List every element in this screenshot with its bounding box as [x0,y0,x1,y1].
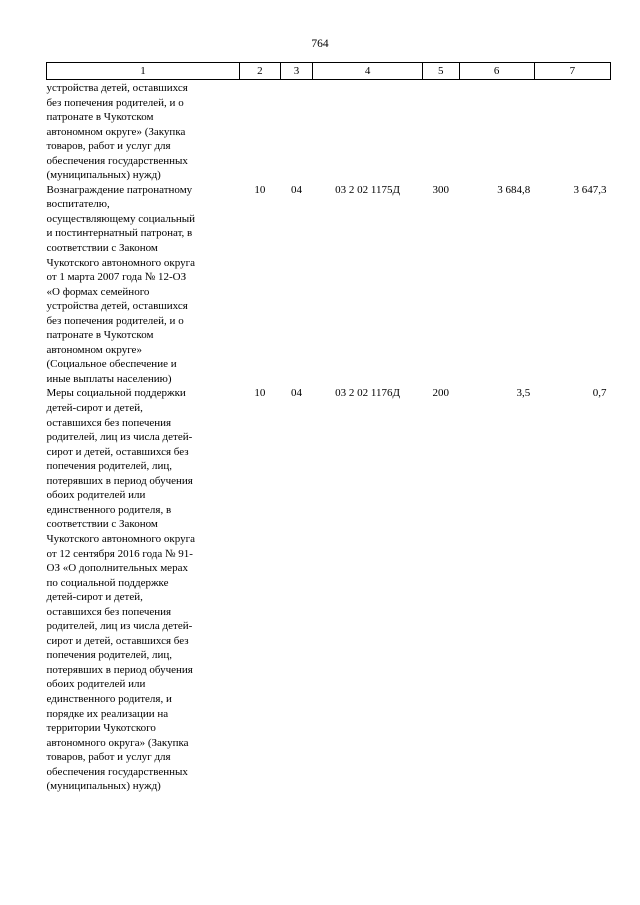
column-header-3: 3 [280,63,313,80]
row-section: 10 [254,387,266,400]
row-subsection: 04 [290,183,302,196]
row-amount-1: 3 684,8 [497,183,531,196]
table-header-row [47,63,611,80]
row-section: 10 [254,183,266,196]
row-subsection [280,80,313,183]
row-amount-2: 3 647,3 [573,183,607,196]
table-row [47,80,611,183]
row-name: Вознаграждение патронатному воспитателю, осуществляющему социальный и постинтернатный патронат, в соответствии с Законом Чукотского автономного округа от 1 марта 2007 года № 12-ОЗ «О формах семейного устройства детей, оставшихся без попечения родителей, и о патронате в Чукотском автономном округе» (Социальное обеспечение и иные выплаты населению) [46,183,196,385]
column-header-1: 1 [47,63,240,80]
row-subsection: 04 [290,387,302,400]
row-target [313,80,423,183]
row-amount-2: 0,7 [592,387,607,400]
row-target: 03 2 02 1176Д [335,387,401,400]
column-header-4: 4 [313,63,423,80]
row-expense-type: 200 [432,387,450,400]
column-header-7: 7 [534,63,610,80]
row-amount-2 [534,80,610,183]
row-expense-type: 300 [432,183,450,196]
row-name: устройства детей, оставшихся без попечения родителей, и о патронате в Чукотском автономном округе» (Закупка товаров, работ и услуг для обеспечения государственных (муниципальных) нужд) [46,82,188,182]
row-target: 03 2 02 1175Д [335,183,401,196]
page-number: 764 [311,38,329,50]
column-header-6: 6 [459,63,534,80]
row-amount-1: 3,5 [516,387,531,400]
budget-table [46,62,611,794]
row-amount-1 [459,80,534,183]
table-row [47,386,611,793]
row-name: Меры социальной поддержки детей-сирот и детей, оставшихся без попечения родителей, лиц из числа детей- сирот и детей, оставшихся без попечения родителей, лиц, потерявших в период обучения обоих родителей или единственного родителя, в соответствии с Законом Чукотского автономного округа от 12 сентября 2016 года № 91- ОЗ «О дополнительных мерах по социальной поддержке детей-сирот и детей, оставшихся без попечения родителей, лиц из числа детей- сирот и детей, оставшихся без попечения родителей, лиц, потерявших в период обучения обоих родителей или единственного родителя, и порядке их реализации на территории Чукотского автономного округа» (Закупка товаров, работ и услуг для обеспечения государственных (муниципальных) нужд) [46,387,195,793]
column-header-5: 5 [422,63,459,80]
row-expense-type [422,80,459,183]
row-section [240,80,281,183]
column-header-2: 2 [240,63,281,80]
table-row [47,183,611,387]
